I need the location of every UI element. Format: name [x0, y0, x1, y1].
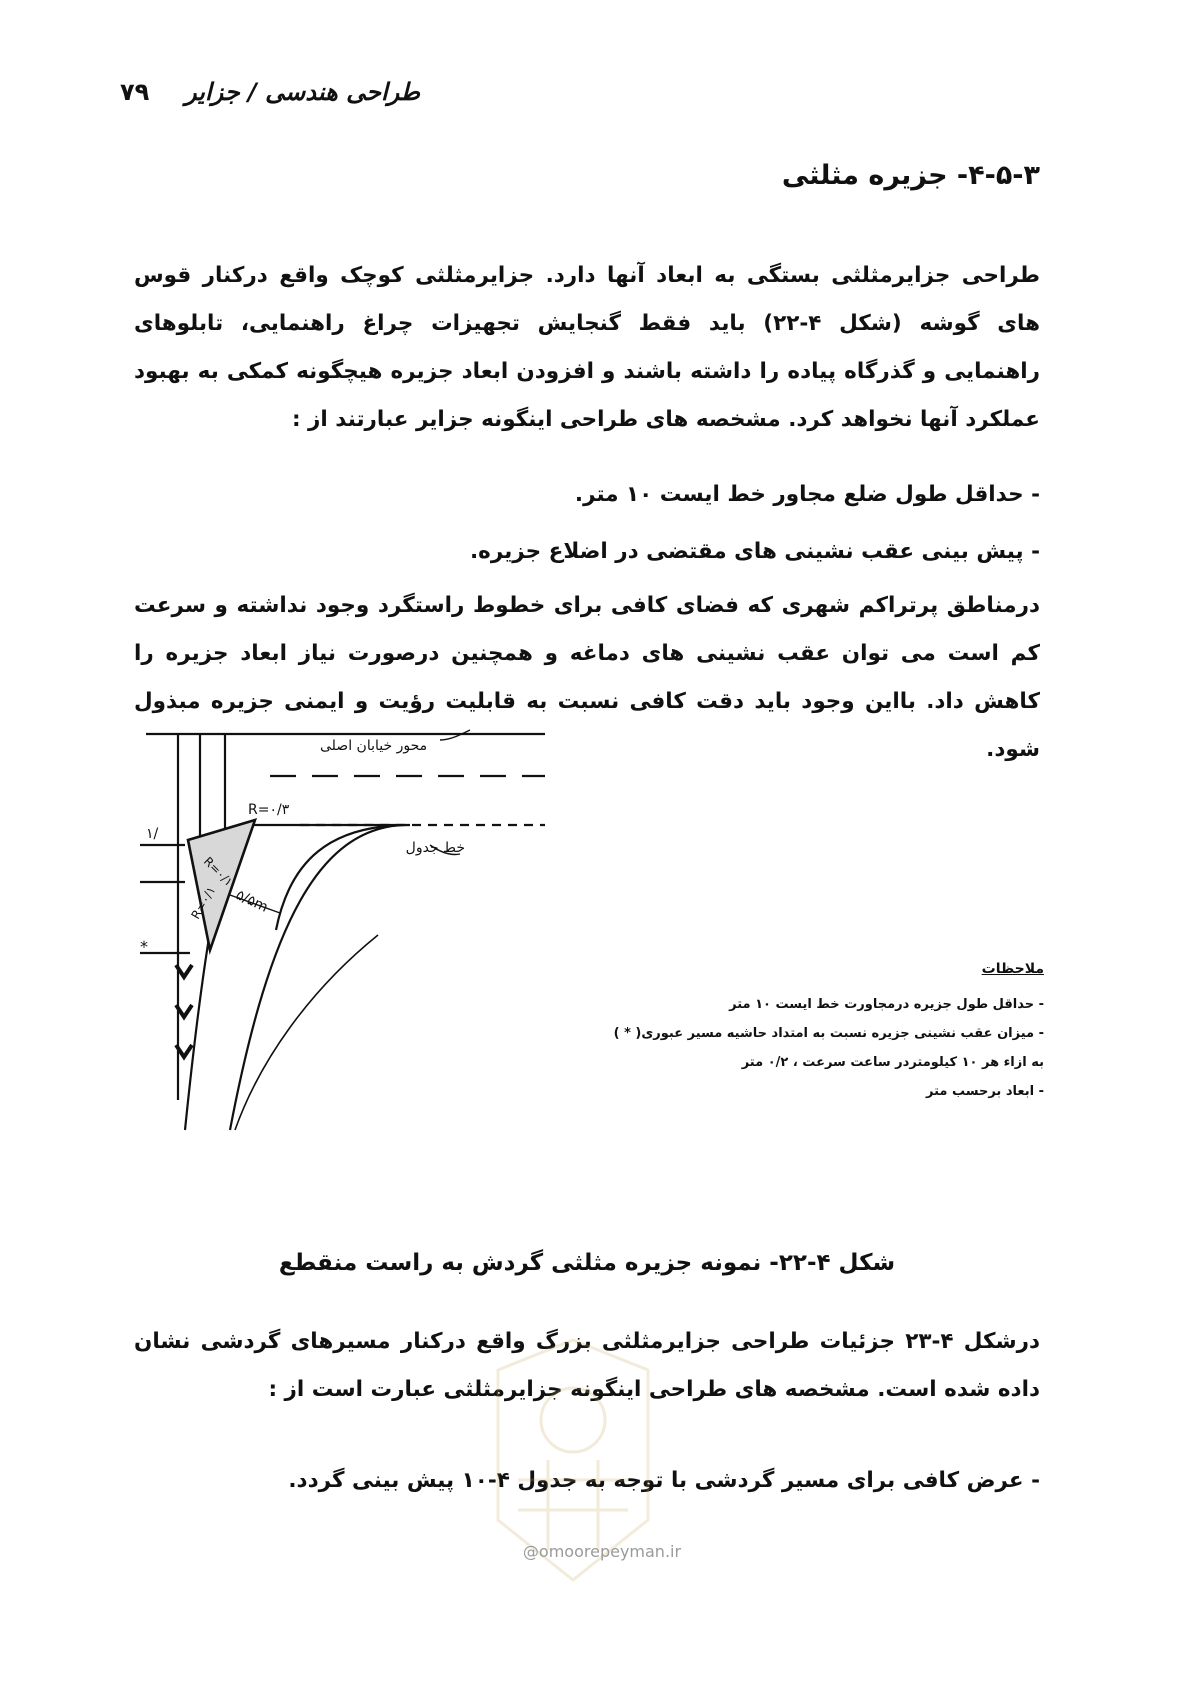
label-curb-line: خط جدول: [405, 840, 465, 856]
paragraph-large-islands: درشکل ۴-۲۳ جزئیات طراحی جزایرمثلثی بزرگ واقع درکنار مسیرهای گردشی نشان داده شده است. مشخصه های طراحی اینگونه جزایرمثلثی عبارت است از :: [134, 1329, 1040, 1402]
paragraph-urban: درمناطق پرتراکم شهری که فضای کافی برای خطوط راستگرد وجود نداشته و سرعت کم است می توان عقب نشینی های دماغه و همچنین درصورت نیاز ابعاد جزیره را کاهش داد. بااین وجود باید دقت کافی نسبت به قابلیت رؤیت و ایمنی جزیره مبذول شود.: [134, 593, 1040, 762]
curb-line: [240, 825, 410, 930]
label-left-offset: ۱/: [146, 826, 159, 842]
outer-curb-continuation: [235, 935, 378, 1130]
note-item: به ازاء هر ۱۰ کیلومتردر ساعت سرعت ، ۰/۲ متر: [741, 1055, 1044, 1070]
page-number: ۷۹: [120, 78, 150, 106]
label-radius-top: R=۰/۳: [248, 802, 290, 818]
watermark-text: @omoorepeyman.ir: [522, 1542, 682, 1561]
triangular-island: [188, 820, 255, 950]
label-offset: ۵/۵m: [233, 887, 271, 916]
bullet-list-1: [140, 466, 1040, 580]
turn-lane-outer: [230, 825, 402, 1130]
label-star: *: [140, 937, 148, 956]
figure-notes: [604, 955, 1044, 1106]
label-radius-1: R=۰/۱: [200, 854, 236, 890]
figure-caption: شکل ۴-۲۲- نمونه جزیره مثلثی گردش به راست منقطع: [278, 1250, 896, 1276]
bullet-item: - پیش بینی عقب نشینی های مقتضی در اضلاع جزیره.: [469, 539, 1040, 564]
notes-title: ملاحظات: [981, 961, 1044, 977]
label-radius-2: R=۰/۱: [188, 883, 219, 922]
note-item: - میزان عقب نشینی جزیره نسبت به امتداد حاشیه مسیر عبوری( * ): [613, 1026, 1044, 1041]
running-title: طراحی هندسی / جزایر: [185, 78, 420, 106]
section-title: ۴-۵-۳- جزیره مثلثی: [781, 160, 1040, 191]
label-main-axis: محور خیابان اصلی: [320, 738, 428, 754]
paragraph-intro: طراحی جزایرمثلثی بستگی به ابعاد آنها دارد. جزایرمثلثی کوچک واقع درکنار قوس های گوشه (شکل ۴-۲۲) باید فقط گنجایش تجهیزات چراغ راهنمایی، تابلوهای راهنمایی و گذرگاه پیاده را داشته باشند و افزودن ابعاد جزیره هیچگونه کمکی به بهبود عملکرد آنها نخواهد کرد. مشخصه های طراحی اینگونه جزایر عبارتند از :: [134, 263, 1040, 432]
note-item: - حداقل طول جزیره درمجاورت خط ایست ۱۰ متر: [729, 997, 1044, 1012]
bullet-item: - عرض کافی برای مسیر گردشی با توجه به جدول ۴-۱۰ پیش بینی گردد.: [288, 1468, 1040, 1493]
note-item: - ابعاد برحسب متر: [926, 1084, 1044, 1099]
bullet-item: - حداقل طول ضلع مجاور خط ایست ۱۰ متر.: [574, 482, 1040, 507]
